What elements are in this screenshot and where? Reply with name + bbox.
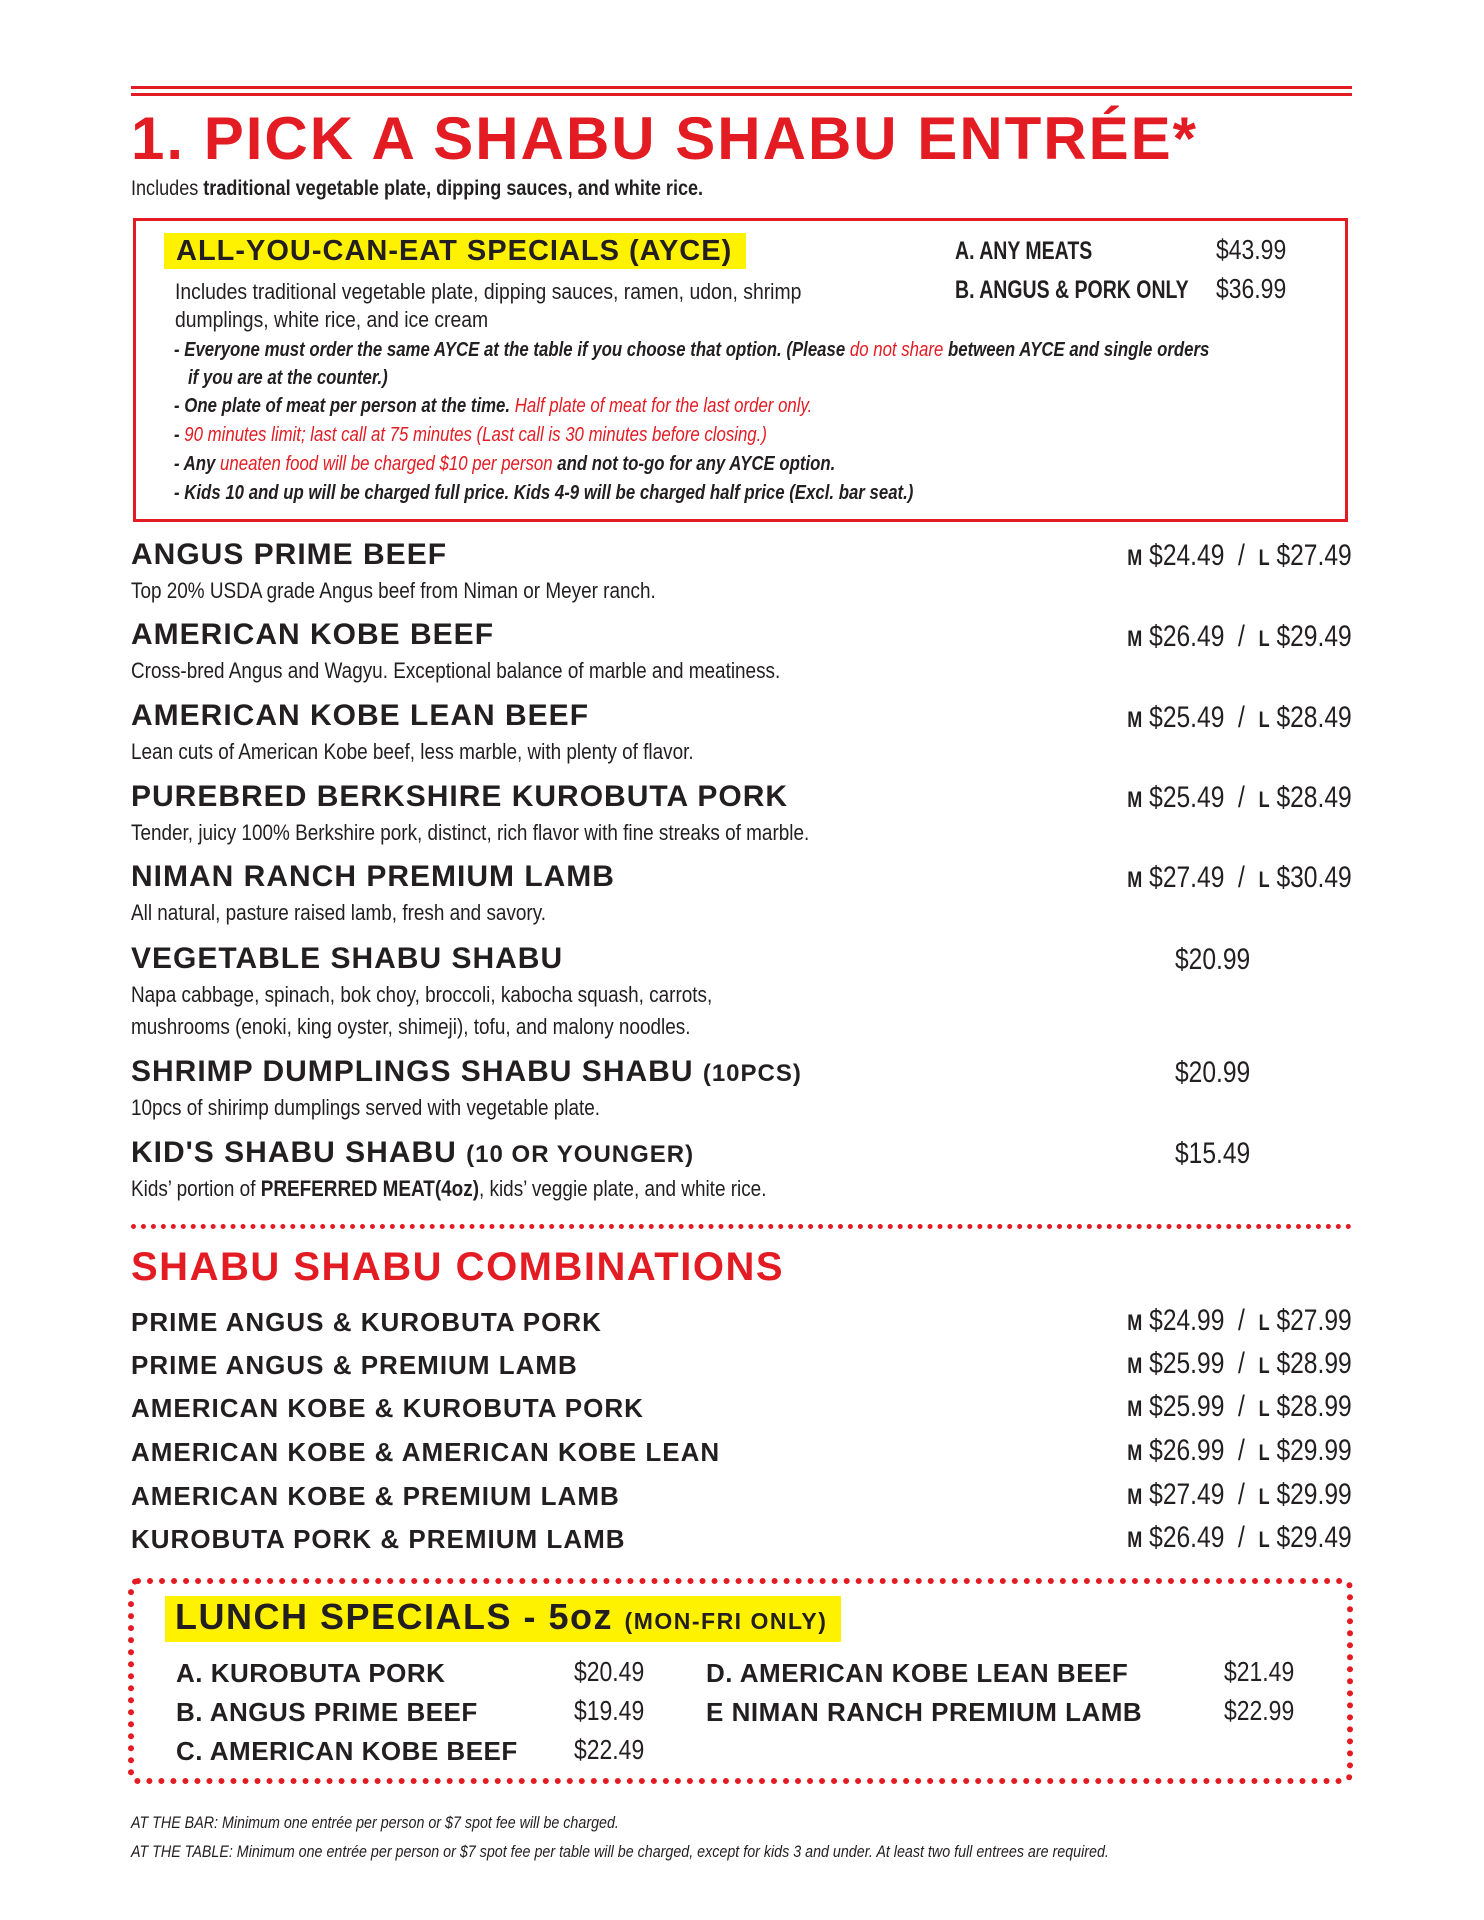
combo-price: M $25.99 / L $28.99 (1127, 1347, 1352, 1380)
top-rule-2 (131, 93, 1352, 96)
entree-name: SHRIMP DUMPLINGS SHABU SHABU (10PCS) (131, 1055, 802, 1088)
entree-desc: Napa cabbage, spinach, bok choy, broccoli, kabocha squash, carrots, (131, 982, 713, 1007)
entree-price: M $26.49 / L $29.49 (1127, 620, 1352, 653)
combo-price: M $25.99 / L $28.99 (1127, 1390, 1352, 1423)
combo-name: PRIME ANGUS & PREMIUM LAMB (131, 1350, 578, 1380)
entree-name: PUREBRED BERKSHIRE KUROBUTA PORK (131, 780, 789, 813)
lunch-item-price: $20.49 (574, 1656, 645, 1687)
combo-price: M $24.99 / L $27.99 (1127, 1304, 1352, 1337)
lunch-title: LUNCH SPECIALS - 5oz (MON-FRI ONLY) (165, 1596, 841, 1642)
entree-name: AMERICAN KOBE BEEF (131, 618, 495, 651)
ayce-note-2: - One plate of meat per person at the time. Half plate of meat for the last order only. (174, 395, 813, 417)
lunch-item-name: E NIMAN RANCH PREMIUM LAMB (706, 1697, 1143, 1727)
combo-name: AMERICAN KOBE & KUROBUTA PORK (131, 1393, 644, 1423)
ayce-note-1-cont: if you are at the counter.) (188, 367, 388, 389)
combinations-title: SHABU SHABU COMBINATIONS (131, 1245, 785, 1289)
ayce-note-1: - Everyone must order the same AYCE at the table if you choose that option. (Please do not share between AYCE and single orders (174, 339, 1210, 361)
ayce-option-a-label: A. ANY MEATS (955, 237, 1093, 265)
top-rule-1 (131, 86, 1352, 89)
combo-name: KUROBUTA PORK & PREMIUM LAMB (131, 1524, 626, 1554)
entree-price: $15.49 (1175, 1137, 1251, 1170)
entree-desc: 10pcs of shirimp dumplings served with vegetable plate. (131, 1095, 601, 1120)
ayce-note-4: - Any uneaten food will be charged $10 per person and not to-go for any AYCE option. (174, 453, 836, 475)
entree-desc: mushrooms (enoki, king oyster, shimeji), tofu, and malony noodles. (131, 1014, 691, 1039)
combo-name: AMERICAN KOBE & PREMIUM LAMB (131, 1481, 620, 1511)
entree-name: ANGUS PRIME BEEF (131, 538, 448, 571)
entree-desc: Kids’ portion of PREFERRED MEAT(4oz), kids’ veggie plate, and white rice. (131, 1176, 767, 1201)
entree-desc: Lean cuts of American Kobe beef, less marble, with plenty of flavor. (131, 739, 694, 764)
footer-bar-note: AT THE BAR: Minimum one entrée per person or $7 spot fee will be charged. (131, 1813, 619, 1832)
dotted-divider (131, 1224, 1352, 1229)
entree-desc: Cross-bred Angus and Wagyu. Exceptional balance of marble and meatiness. (131, 658, 781, 683)
lunch-item-name: D. AMERICAN KOBE LEAN BEEF (706, 1658, 1129, 1688)
entree-name: VEGETABLE SHABU SHABU (131, 942, 564, 975)
lunch-item-name: A. KUROBUTA PORK (176, 1658, 446, 1688)
ayce-note-3: - 90 minutes limit; last call at 75 minutes (Last call is 30 minutes before closing.) (174, 424, 767, 446)
ayce-option-a-price: $43.99 (1216, 234, 1287, 265)
lunch-item-price: $19.49 (574, 1695, 645, 1726)
entree-desc: Top 20% USDA grade Angus beef from Niman or Meyer ranch. (131, 578, 656, 603)
entree-price: $20.99 (1175, 1056, 1251, 1089)
ayce-description: Includes traditional vegetable plate, dipping sauces, ramen, udon, shrimp dumplings, white rice, and ice cream (175, 279, 802, 332)
page-title: 1. PICK A SHABU SHABU ENTRÉE* (131, 105, 1199, 172)
entree-desc: Tender, juicy 100% Berkshire pork, distinct, rich flavor with fine streaks of marble. (131, 820, 810, 845)
combo-price: M $26.99 / L $29.99 (1127, 1434, 1352, 1467)
entree-price: M $25.49 / L $28.49 (1127, 781, 1352, 814)
lunch-item-price: $22.49 (574, 1734, 645, 1765)
entree-name: KID'S SHABU SHABU (10 OR YOUNGER) (131, 1136, 695, 1169)
lunch-item-name: B. ANGUS PRIME BEEF (176, 1697, 478, 1727)
subtitle-prefix: Includes (131, 177, 204, 200)
subtitle-bold: traditional vegetable plate, dipping sauces, and white rice. (203, 177, 704, 200)
combo-name: PRIME ANGUS & KUROBUTA PORK (131, 1307, 602, 1337)
combo-name: AMERICAN KOBE & AMERICAN KOBE LEAN (131, 1437, 721, 1467)
footer-table-note: AT THE TABLE: Minimum one entrée per person or $7 spot fee per table will be charged, except for kids 3 and under. At least two full entrees are required. (131, 1842, 1109, 1861)
ayce-option-b-label: B. ANGUS & PORK ONLY (955, 276, 1189, 304)
entree-name: NIMAN RANCH PREMIUM LAMB (131, 860, 615, 893)
entree-price: $20.99 (1175, 943, 1251, 976)
entree-name: AMERICAN KOBE LEAN BEEF (131, 699, 590, 732)
lunch-item-price: $21.49 (1224, 1656, 1295, 1687)
entree-price: M $25.49 / L $28.49 (1127, 701, 1352, 734)
combo-price: M $27.49 / L $29.99 (1127, 1478, 1352, 1511)
lunch-item-price: $22.99 (1224, 1695, 1295, 1726)
ayce-option-b-price: $36.99 (1216, 273, 1287, 304)
entree-price: M $27.49 / L $30.49 (1127, 861, 1352, 894)
page-subtitle (131, 176, 703, 202)
entree-desc: All natural, pasture raised lamb, fresh and savory. (131, 900, 547, 925)
combo-price: M $26.49 / L $29.49 (1127, 1521, 1352, 1554)
entree-price: M $24.49 / L $27.49 (1127, 539, 1352, 572)
lunch-item-name: C. AMERICAN KOBE BEEF (176, 1736, 518, 1766)
ayce-note-5: - Kids 10 and up will be charged full price. Kids 4-9 will be charged half price (Excl. bar seat.) (174, 482, 914, 504)
ayce-title: ALL-YOU-CAN-EAT SPECIALS (AYCE) (164, 233, 746, 269)
